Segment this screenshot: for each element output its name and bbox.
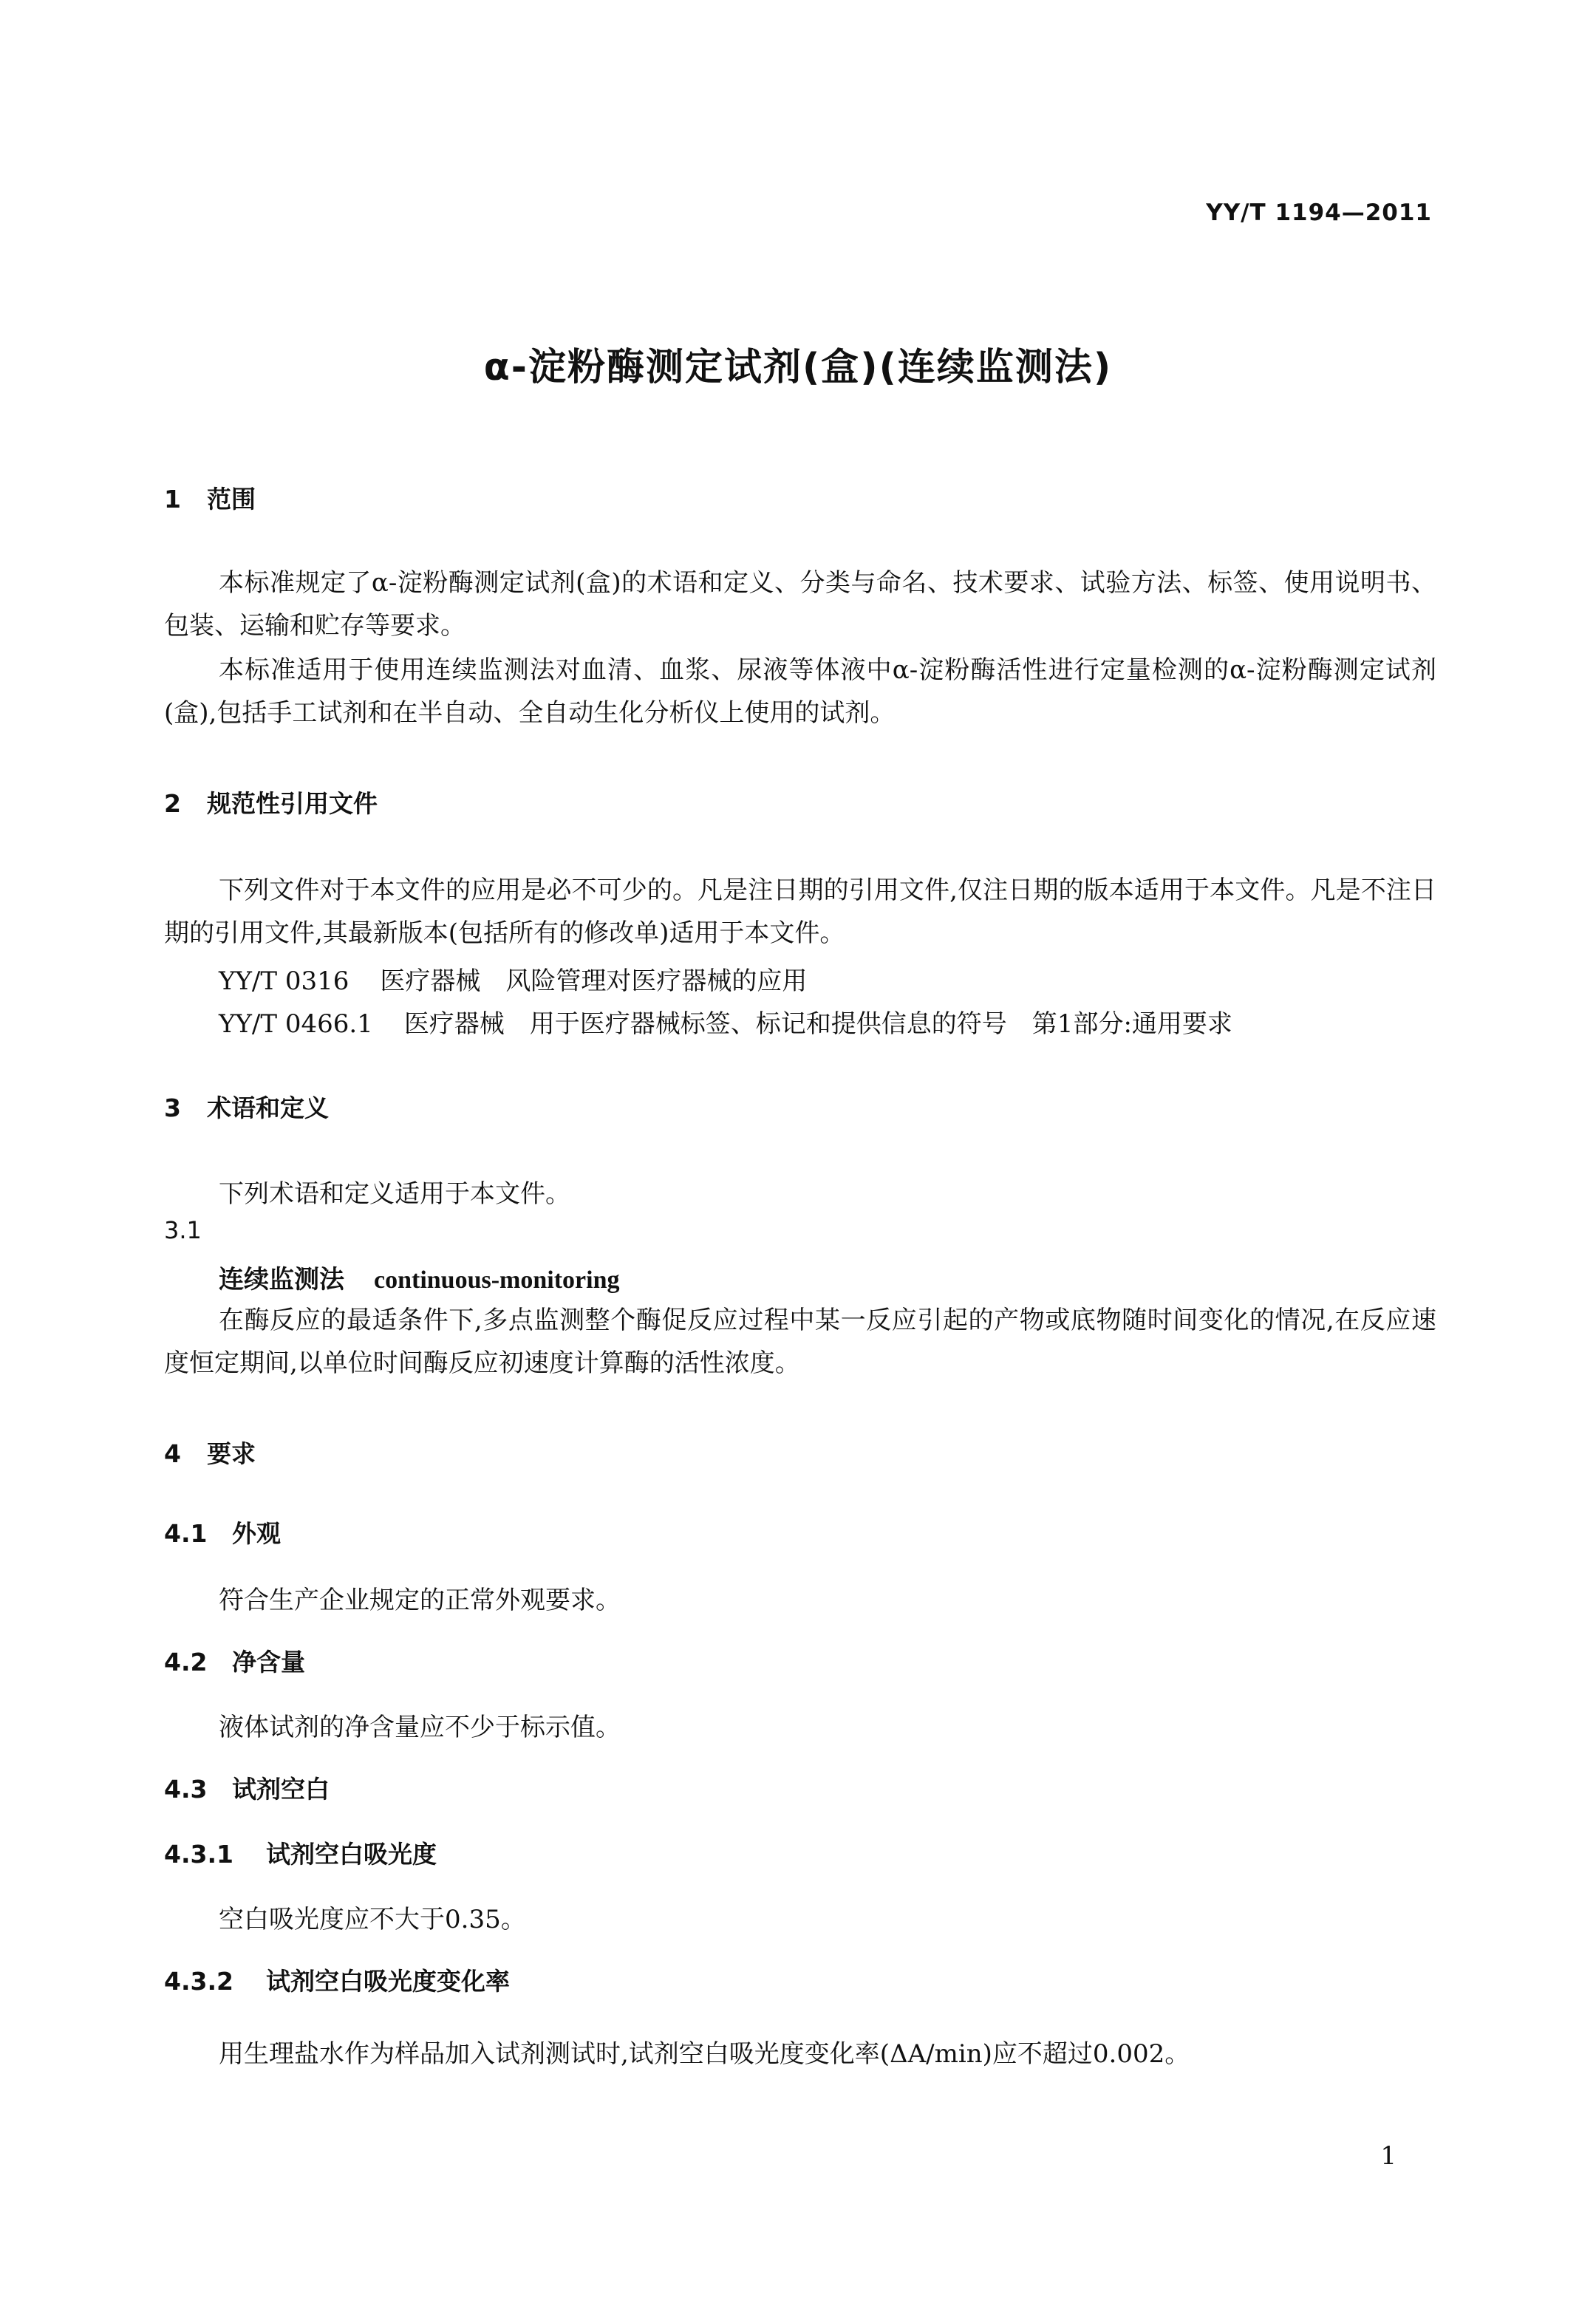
section-1-paragraph-2: 本标准适用于使用连续监测法对血清、血浆、尿液等体液中α-淀粉酶活性进行定量检测的α-淀粉酶测定试剂(盒),包括手工试剂和在半自动、全自动生化分析仪上使用的试剂。 bbox=[164, 655, 1436, 728]
term-3-1-definition: 在酶反应的最适条件下,多点监测整个酶促反应过程中某一反应引起的产物或底物随时间变化的情况,在反应速度恒定期间,以单位时间酶反应初速度计算酶的活性浓度。 bbox=[164, 1306, 1436, 1378]
term-3-1 bbox=[219, 1259, 620, 1295]
page-number: 1 bbox=[1380, 2141, 1396, 2171]
section-title: 范围 bbox=[207, 485, 256, 514]
section-4-1-text: 符合生产企业规定的正常外观要求。 bbox=[219, 1586, 621, 1615]
reference-1 bbox=[219, 961, 807, 997]
section-title: 外观 bbox=[232, 1519, 281, 1548]
section-title: 规范性引用文件 bbox=[207, 789, 378, 818]
section-4-3-2-text: 用生理盐水作为样品加入试剂测试时,试剂空白吸光度变化率(ΔA/min)应不超过0.002。 bbox=[219, 2039, 1190, 2069]
section-number: 1 bbox=[164, 485, 181, 514]
section-1-heading bbox=[164, 480, 256, 515]
section-title: 净含量 bbox=[232, 1648, 305, 1676]
section-3-heading bbox=[164, 1089, 329, 1124]
term-chinese: 连续监测法 bbox=[219, 1265, 344, 1294]
section-4-3-heading bbox=[164, 1770, 330, 1805]
reference-2 bbox=[219, 1003, 1232, 1040]
section-number: 2 bbox=[164, 789, 181, 818]
section-4-2-heading bbox=[164, 1643, 305, 1678]
section-2-paragraph-1: 下列文件对于本文件的应用是必不可少的。凡是注日期的引用文件,仅注日期的版本适用于本文件。凡是不注日期的引用文件,其最新版本(包括所有的修改单)适用于本文件。 bbox=[164, 876, 1436, 948]
section-4-3-2-heading bbox=[164, 1962, 510, 1997]
section-title: 术语和定义 bbox=[207, 1094, 329, 1122]
section-number: 4.3.1 bbox=[164, 1840, 233, 1869]
section-number: 4.3 bbox=[164, 1775, 208, 1804]
reference-code: YY/T 0466.1 bbox=[219, 1009, 373, 1039]
section-title: 试剂空白吸光度 bbox=[266, 1840, 437, 1869]
document-title: α-淀粉酶测定试剂(盒)(连续监测法) bbox=[483, 346, 1113, 389]
reference-title: 医疗器械 用于医疗器械标签、标记和提供信息的符号 第1部分:通用要求 bbox=[403, 1009, 1232, 1039]
standard-code: YY/T 1194—2011 bbox=[1206, 199, 1432, 226]
section-number: 4.1 bbox=[164, 1519, 208, 1548]
section-4-1-heading bbox=[164, 1515, 281, 1549]
section-number: 4 bbox=[164, 1439, 181, 1468]
section-4-heading bbox=[164, 1435, 256, 1470]
section-title: 试剂空白 bbox=[232, 1775, 330, 1804]
section-4-2-text: 液体试剂的净含量应不少于标示值。 bbox=[219, 1713, 621, 1742]
term-english: continuous-monitoring bbox=[374, 1266, 620, 1294]
section-2-heading bbox=[164, 785, 378, 819]
section-number: 3 bbox=[164, 1094, 181, 1122]
section-1-paragraph-1: 本标准规定了α-淀粉酶测定试剂(盒)的术语和定义、分类与命名、技术要求、试验方法、标签、使用说明书、包装、运输和贮存等要求。 bbox=[164, 568, 1436, 641]
section-number: 4.3.2 bbox=[164, 1967, 233, 1996]
reference-code: YY/T 0316 bbox=[219, 966, 349, 996]
reference-title: 医疗器械 风险管理对医疗器械的应用 bbox=[380, 966, 808, 996]
term-3-1-number: 3.1 bbox=[164, 1216, 202, 1244]
section-3-intro: 下列术语和定义适用于本文件。 bbox=[219, 1179, 570, 1209]
section-title: 试剂空白吸光度变化率 bbox=[266, 1967, 510, 1996]
section-number: 4.2 bbox=[164, 1648, 208, 1676]
section-4-3-1-heading bbox=[164, 1835, 437, 1870]
section-title: 要求 bbox=[207, 1439, 256, 1468]
section-4-3-1-text: 空白吸光度应不大于0.35。 bbox=[219, 1905, 526, 1934]
